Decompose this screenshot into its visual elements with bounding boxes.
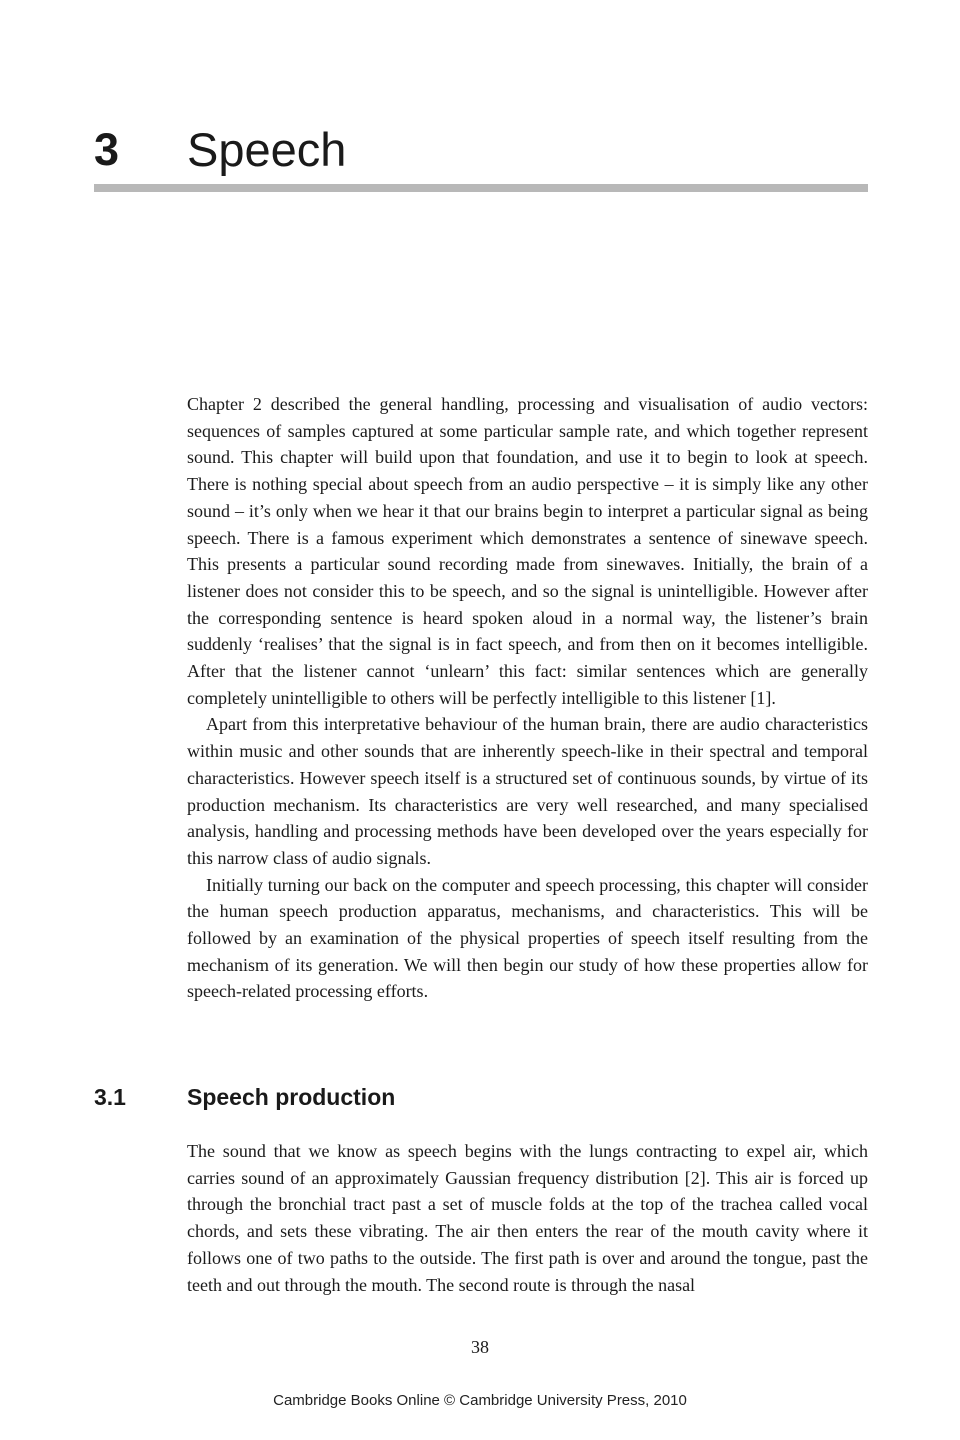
copyright-footer: Cambridge Books Online © Cambridge University Press, 2010 [273, 1392, 687, 1409]
intro-paragraph: Chapter 2 described the general handling, processing and visualisation of audio vectors: sequences of samples captured at some particular sample rate, and which together represent sound. This chapter will build upon that foundation, and use it to begin to look at speech. There is nothing special about speech from an audio perspective – it is simply like any other sound – it’s only when we hear it that our brains begin to interpret a particular signal as being speech. There is a famous experiment which demonstrates a sentence of sinewave speech. This presents a particular sound recording made from sinewaves. Initially, the brain of a listener does not consider this to be speech, and so the signal is unintelligible. However after the corresponding sentence is heard spoken aloud in a normal way, the listener’s brain suddenly ‘realises’ that the signal is in fact speech, and from then on it becomes intelligible. After that the listener cannot ‘unlearn’ this fact: similar sentences which are generally completely unintelligible to others will be perfectly intelligible to this listener [1]. [187, 394, 868, 708]
intro-paragraph: Initially turning our back on the computer and speech processing, this chapter will consider the human speech production apparatus, mechanisms, and characteristics. This will be followed by an examination of the physical properties of speech itself resulting from the mechanism of its generation. We will then begin our study of how these properties allow for speech-related processing efforts. [187, 874, 868, 1002]
section-body [187, 1138, 868, 1298]
chapter-number: 3 [94, 124, 120, 175]
page-number: 38 [471, 1337, 489, 1357]
chapter-heading [94, 120, 868, 180]
chapter-intro [187, 391, 868, 1005]
section-heading [94, 1081, 868, 1113]
section-paragraph: The sound that we know as speech begins with the lungs contracting to expel air, which carries sound of an approximately Gaussian frequency distribution [2]. This air is forced up through the bronchial tract past a set of muscle folds at the top of the trachea called vocal chords, and sets these vibrating. The air then enters the rear of the mouth cavity where it follows one of two paths to the outside. The first path is over and around the tongue, past the teeth and out through the mouth. The second route is through the nasal [187, 1141, 868, 1295]
section-title: Speech production [187, 1084, 396, 1110]
chapter-title: Speech [187, 123, 347, 176]
section-number: 3.1 [94, 1084, 126, 1110]
intro-paragraph: Apart from this interpretative behaviour of the human brain, there are audio characteristics within music and other sounds that are inherently speech-like in their spectral and temporal characteristics. However speech itself is a structured set of continuous sounds, by virtue of its production mechanism. Its characteristics are very well researched, and many specialised analysis, handling and processing methods have been developed over the years especially for this narrow class of audio signals. [187, 714, 868, 868]
chapter-rule [94, 184, 868, 192]
